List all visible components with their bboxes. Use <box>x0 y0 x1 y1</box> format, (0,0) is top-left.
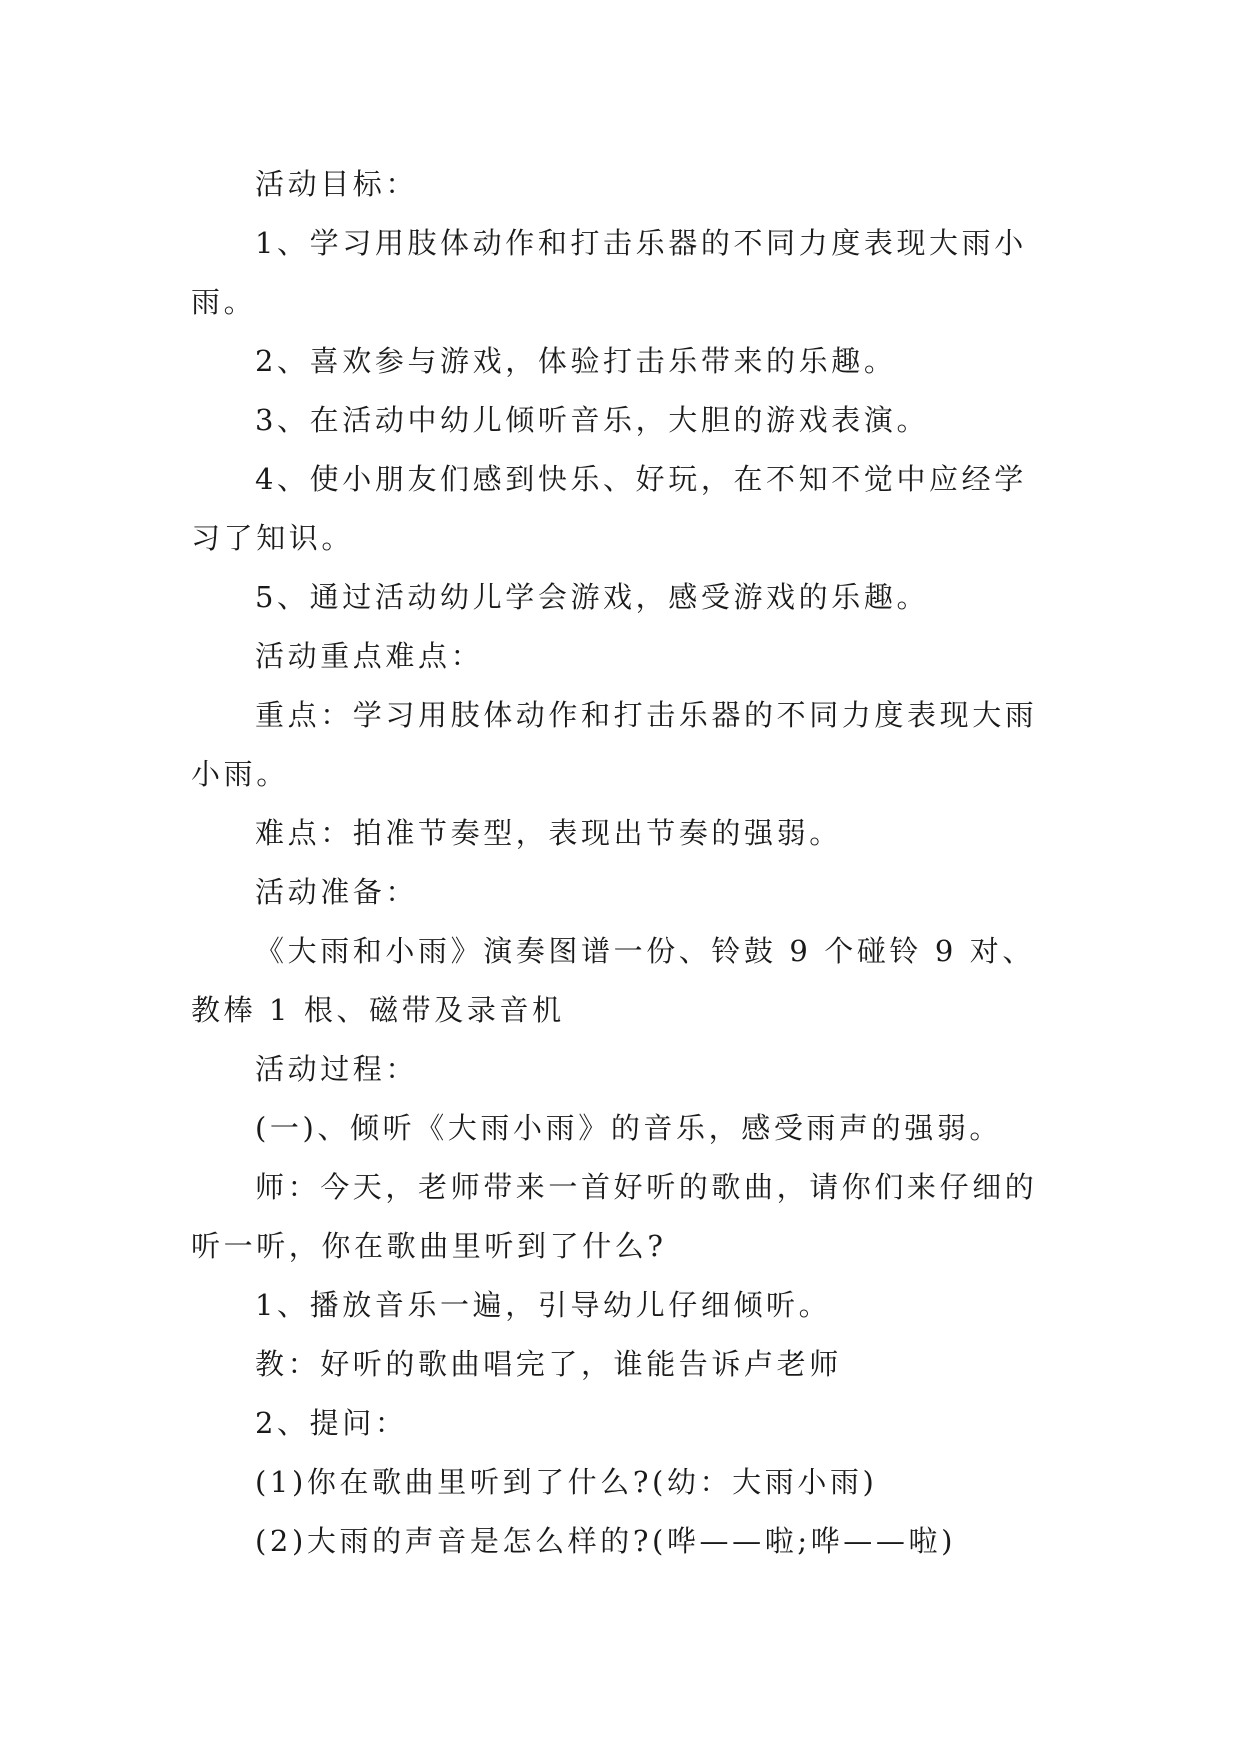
process-step-1: (一)、倾听《大雨小雨》的音乐，感受雨声的强弱。 <box>255 1111 1003 1145</box>
heading-process: 活动过程： <box>255 1052 419 1086</box>
heading-key-points: 活动重点难点： <box>255 639 484 673</box>
process-substep-2: 2、提问： <box>255 1406 408 1440</box>
goal-item-3: 3、在活动中幼儿倾听音乐，大胆的游戏表演。 <box>255 403 930 437</box>
goal-item-2: 2、喜欢参与游戏，体验打击乐带来的乐趣。 <box>255 344 897 378</box>
document-page <box>191 155 1051 1571</box>
teacher-dialogue: 师：今天，老师带来一首好听的歌曲，请你们来仔细的听一听，你在歌曲里听到了什么? <box>191 1170 1038 1263</box>
goal-item-1: 1、学习用肢体动作和打击乐器的不同力度表现大雨小雨。 <box>191 226 1027 319</box>
goal-item-4: 4、使小朋友们感到快乐、好玩，在不知不觉中应经学习了知识。 <box>191 462 1027 555</box>
process-substep-1: 1、播放音乐一遍，引导幼儿仔细倾听。 <box>255 1288 832 1322</box>
heading-preparation: 活动准备： <box>255 875 419 909</box>
question-1: (1)你在歌曲里听到了什么?(幼：大雨小雨) <box>255 1465 878 1499</box>
teacher-dialogue-2: 教：好听的歌曲唱完了，谁能告诉卢老师 <box>255 1347 842 1381</box>
question-2: (2)大雨的声音是怎么样的?(哗——啦;哗——啦) <box>255 1524 957 1558</box>
heading-activity-goals: 活动目标： <box>255 167 419 201</box>
preparation-materials: 《大雨和小雨》演奏图谱一份、铃鼓 9 个碰铃 9 对、教棒 1 根、磁带及录音机 <box>191 934 1035 1027</box>
goal-item-5: 5、通过活动幼儿学会游戏，感受游戏的乐趣。 <box>255 580 930 614</box>
difficulty-point: 难点：拍准节奏型，表现出节奏的强弱。 <box>255 816 842 850</box>
key-point: 重点：学习用肢体动作和打击乐器的不同力度表现大雨小雨。 <box>191 698 1038 791</box>
